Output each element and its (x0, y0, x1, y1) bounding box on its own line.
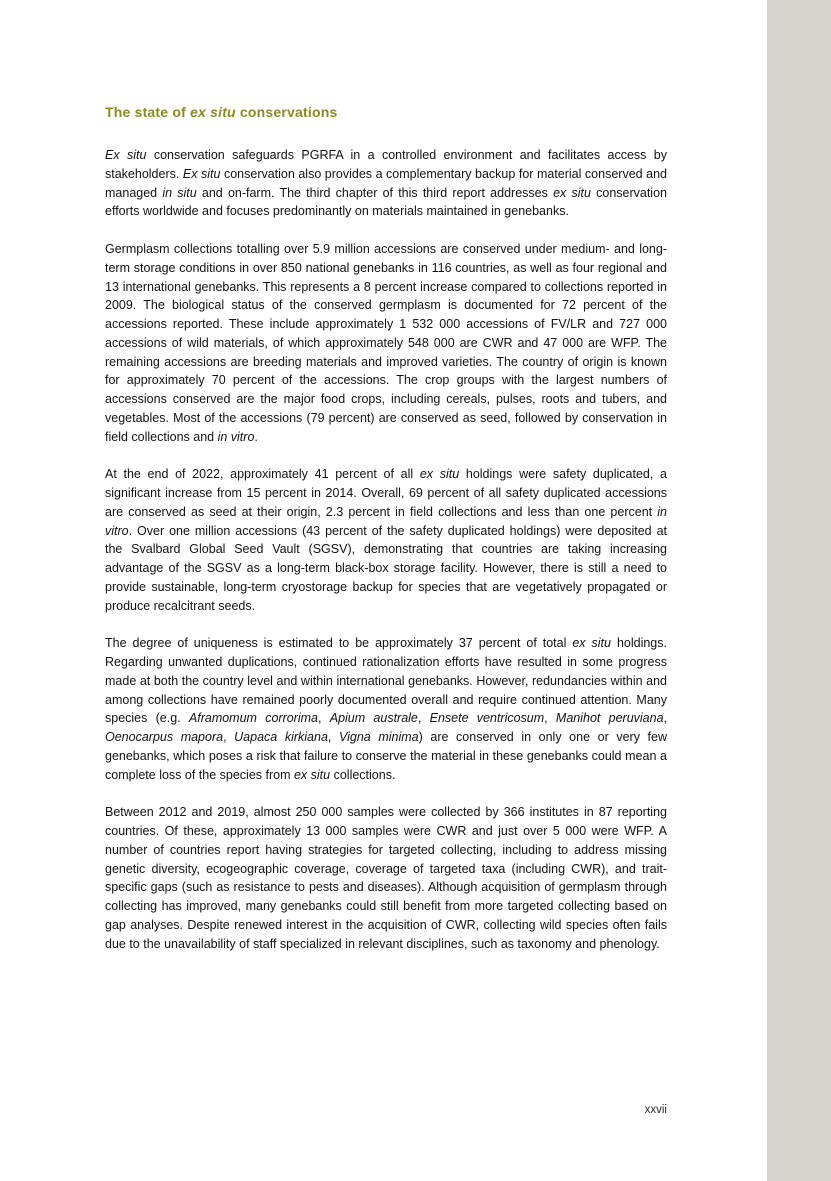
page-number: xxvii (644, 1104, 667, 1116)
text-column (105, 104, 667, 953)
paragraph: Ex situ conservation safeguards PGRFA in a controlled environment and facilitates access by stakeholders. Ex situ conservation also provides a complementary backup for material conserved and managed in situ and on-farm. The third chapter of this third report addresses ex situ conservation efforts worldwide and focuses predominantly on materials maintained in genebanks. (105, 148, 668, 219)
right-margin-band (767, 0, 831, 1181)
paragraph: The degree of uniqueness is estimated to be approximately 37 percent of total ex situ holdings. Regarding unwanted duplications, continued rationalization efforts have resulted in some progress made at both the country level and within international genebanks. However, redundancies within and among collections have remained poorly documented overall and require continued attention. Many species (e.g. Aframomum corrorima, Apium australe, Ensete ventricosum, Manihot peruviana, Oenocarpus mapora, Uapaca kirkiana, Vigna minima) are conserved in only one or very few genebanks, which poses a risk that failure to conserve the material in these genebanks could mean a complete loss of the species from ex situ collections. (105, 636, 668, 782)
paragraph: At the end of 2022, approximately 41 percent of all ex situ holdings were safety duplicated, a significant increase from 15 percent in 2014. Overall, 69 percent of all safety duplicated accessions are conserved as seed at their origin, 2.3 percent in field collections and less than one percent in vitro. Over one million accessions (43 percent of the safety duplicated holdings) were deposited at the Svalbard Global Seed Vault (SGSV), demonstrating that countries are taking increasing advantage of the SGSV as a long-term black-box storage facility. However, there is still a need to provide sustainable, long-term cryostorage backup for species that are vegetatively propagated or produce recalcitrant seeds. (105, 467, 667, 613)
section-heading: The state of ex situ conservations (105, 104, 338, 120)
paragraph: Germplasm collections totalling over 5.9 million accessions are conserved under medium- and long-term storage conditions in over 850 national genebanks in 116 countries, as well as four regional and 13 international genebanks. This represents a 8 percent increase compared to collections reported in 2009. The biological status of the conserved germplasm is documented for 72 percent of the accessions reported. These include approximately 1 532 000 accessions of FV/LR and 727 000 accessions of wild materials, of which approximately 548 000 are CWR and 47 000 are WFP. The remaining accessions are breeding materials and improved varieties. The country of origin is known for approximately 70 percent of the accessions. The crop groups with the largest numbers of accessions conserved are the major food crops, including cereals, pulses, roots and tubers, and vegetables. Most of the accessions (79 percent) are conserved as seed, followed by conservation in field collections and in vitro. (105, 242, 667, 444)
paragraph: Between 2012 and 2019, almost 250 000 samples were collected by 366 institutes in 87 reporting countries. Of these, approximately 13 000 samples were CWR and just over 5 000 were WFP. A number of countries report having strategies for targeted collecting, including to address missing genetic diversity, ecogeographic coverage, coverage of targeted taxa (including CWR), and trait-specific gaps (such as resistance to pests and diseases). Although acquisition of germplasm through collecting has improved, many genebanks could still benefit from more targeted collecting based on gap analyses. Despite renewed interest in the acquisition of CWR, collecting wild species often fails due to the unavailability of staff specialized in relevant disciplines, such as taxonomy and phenology. (105, 805, 667, 951)
